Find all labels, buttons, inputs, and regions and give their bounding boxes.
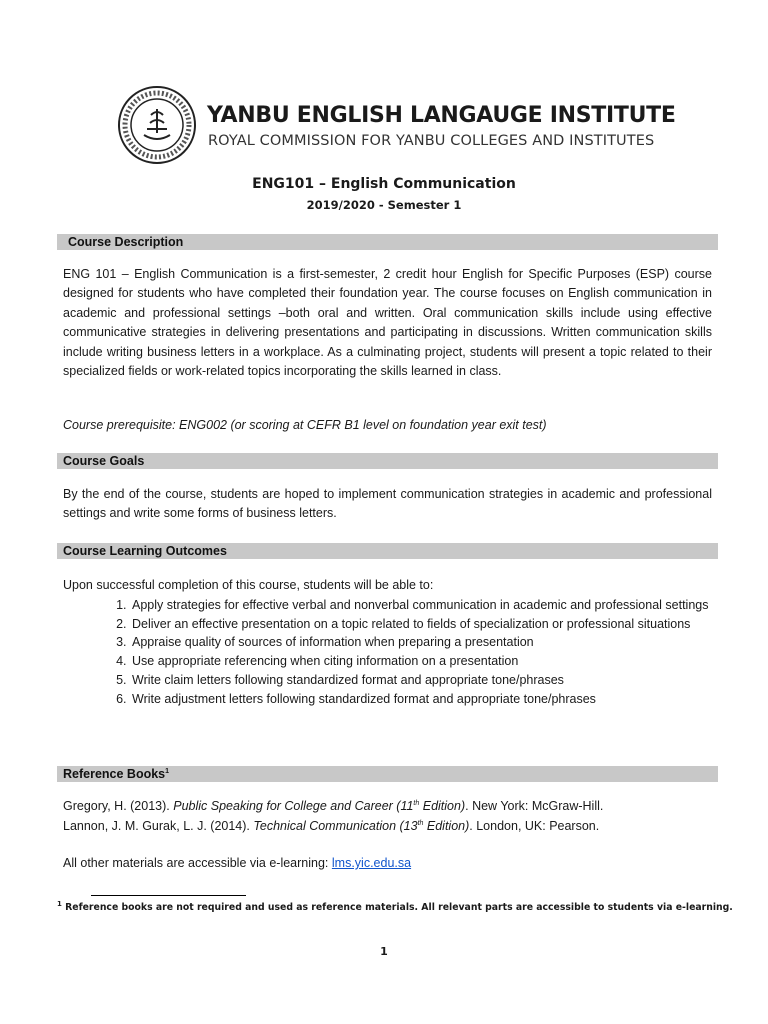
course-description-text: ENG 101 – English Communication is a first-semester, 2 credit hour English for Specific Purposes (ESP) course designed for students who have completed their foundation year. The course focuses on English communication in academic and professional settings –both oral and written. Oral communication skills include using effective communicative strategies in delivering presentations and participating in discussions. Written communication skills include writing business letters in a workplace. As a culminating project, students will present a topic related to their specialized fields or work-related topics incorporating the skills learned in class. — [63, 267, 712, 379]
course-goals-text: By the end of the course, students are hoped to implement communication strategies in academic and professional settings and write some forms of business letters. — [63, 487, 712, 521]
institute-name: YANBU ENGLISH LANGAUGE INSTITUTE — [207, 103, 676, 128]
learning-outcomes-heading: Course Learning Outcomes — [57, 543, 718, 559]
list-item: 1. Apply strategies for effective verbal and nonverbal communication in academic and professional settings — [130, 596, 768, 615]
list-item: 2. Deliver an effective presentation on a topic related to fields of specialization or professional situations — [130, 615, 768, 634]
list-item: 5. Write claim letters following standardized format and appropriate tone/phrases — [130, 671, 768, 690]
learning-outcomes-intro: Upon successful completion of this course, students will be able to: — [63, 578, 434, 592]
reference-gregory: Gregory, H. (2013). Public Speaking for College and Career (11th Edition). New York: McGraw-Hill. — [63, 799, 604, 813]
list-item: 6. Write adjustment letters following standardized format and appropriate tone/phrases — [130, 690, 768, 709]
footnote-divider — [91, 895, 246, 896]
institute-subtitle: ROYAL COMMISSION FOR YANBU COLLEGES AND INSTITUTES — [208, 133, 655, 149]
elearning-note: All other materials are accessible via e-learning: lms.yic.edu.sa — [63, 856, 412, 870]
course-goals-heading: Course Goals — [57, 453, 718, 469]
course-title: ENG101 – English Communication — [252, 176, 516, 192]
list-item: 3. Appraise quality of sources of information when preparing a presentation — [130, 633, 768, 652]
footnote-text: $^1$ Reference books are not required and used as reference materials. All relevant parts are accessible to students via e-learning. — [57, 899, 733, 913]
elearning-link[interactable]: lms.yic.edu.sa — [331, 856, 412, 870]
course-prerequisite: Course prerequisite: ENG002 (or scoring at CEFR B1 level on foundation year exit test) — [63, 418, 547, 432]
institute-seal-icon — [117, 85, 197, 165]
reference-books-heading: Reference Books$^1$ — [57, 766, 718, 782]
semester-label: 2019/2020 - Semester 1 — [306, 198, 462, 212]
page-number: 1 — [380, 945, 388, 958]
learning-outcomes-list — [63, 596, 768, 708]
footnote-marker: 1 — [165, 767, 170, 775]
list-item: 4. Use appropriate referencing when citing information on a presentation — [130, 652, 768, 671]
course-description-heading: Course Description — [57, 234, 718, 250]
reference-lannon: Lannon, J. M. Gurak, L. J. (2014). Technical Communication (13th Edition). London, UK: Pearson. — [63, 819, 600, 833]
